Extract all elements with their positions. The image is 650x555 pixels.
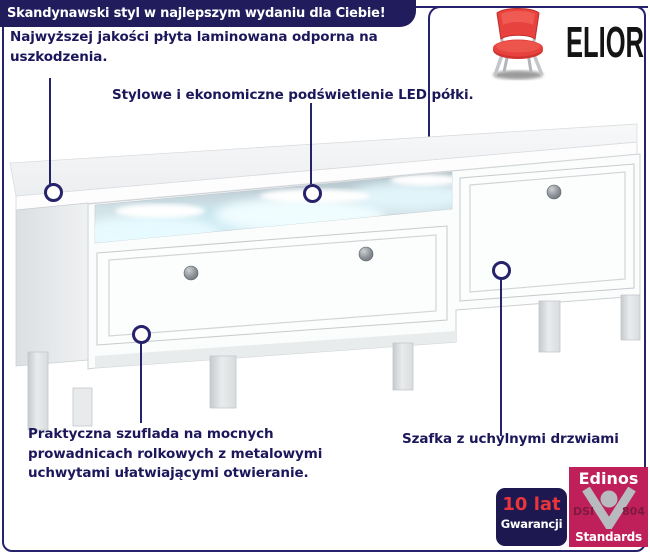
drawer-knob-right	[359, 247, 373, 261]
annotation-cabinet: Szafka z uchylnymi drzwiami	[402, 431, 619, 447]
callout-ring-laminate	[44, 183, 63, 202]
warranty-label: Gwarancji	[500, 516, 563, 531]
callout-ring-led	[303, 184, 322, 203]
certification-dsi: DSI	[573, 505, 595, 518]
red-chair-icon	[484, 5, 556, 83]
door-knob	[547, 185, 561, 199]
callout-ring-drawer	[132, 325, 151, 344]
left-side-panel	[16, 203, 88, 366]
drawer-knob-left	[184, 266, 198, 280]
promo-banner-text: Skandynawski styl w najlepszym wydaniu dla Ciebie!	[7, 6, 386, 21]
certification-badge	[569, 467, 648, 547]
callout-ring-cabinet	[492, 261, 511, 280]
warranty-years: 10 lat	[502, 494, 561, 515]
callout-line-cabinet	[500, 279, 502, 436]
brand-name: ELIOR	[566, 18, 644, 67]
promo-banner	[0, 0, 416, 27]
certification-brand: Edinos	[578, 469, 639, 488]
warranty-badge	[496, 488, 567, 546]
callout-line-drawer	[140, 343, 142, 423]
annotation-drawer: Praktyczna szuflada na mocnych prowadnicach rolkowych z metalowymi uchwytami ułatwiającymi otwieranie.	[28, 426, 323, 482]
annotation-laminate: Najwyższej jakości płyta laminowana odporna na uszkodzenia.	[10, 29, 378, 65]
tv-stand-illustration	[0, 112, 650, 452]
certification-804: 804	[622, 505, 645, 518]
callout-line-laminate	[49, 78, 51, 184]
annotation-led: Stylowe i ekonomiczne podświetlenie LED półki.	[112, 87, 474, 103]
callout-line-led	[310, 103, 312, 184]
certification-standards: Standards	[575, 530, 642, 544]
